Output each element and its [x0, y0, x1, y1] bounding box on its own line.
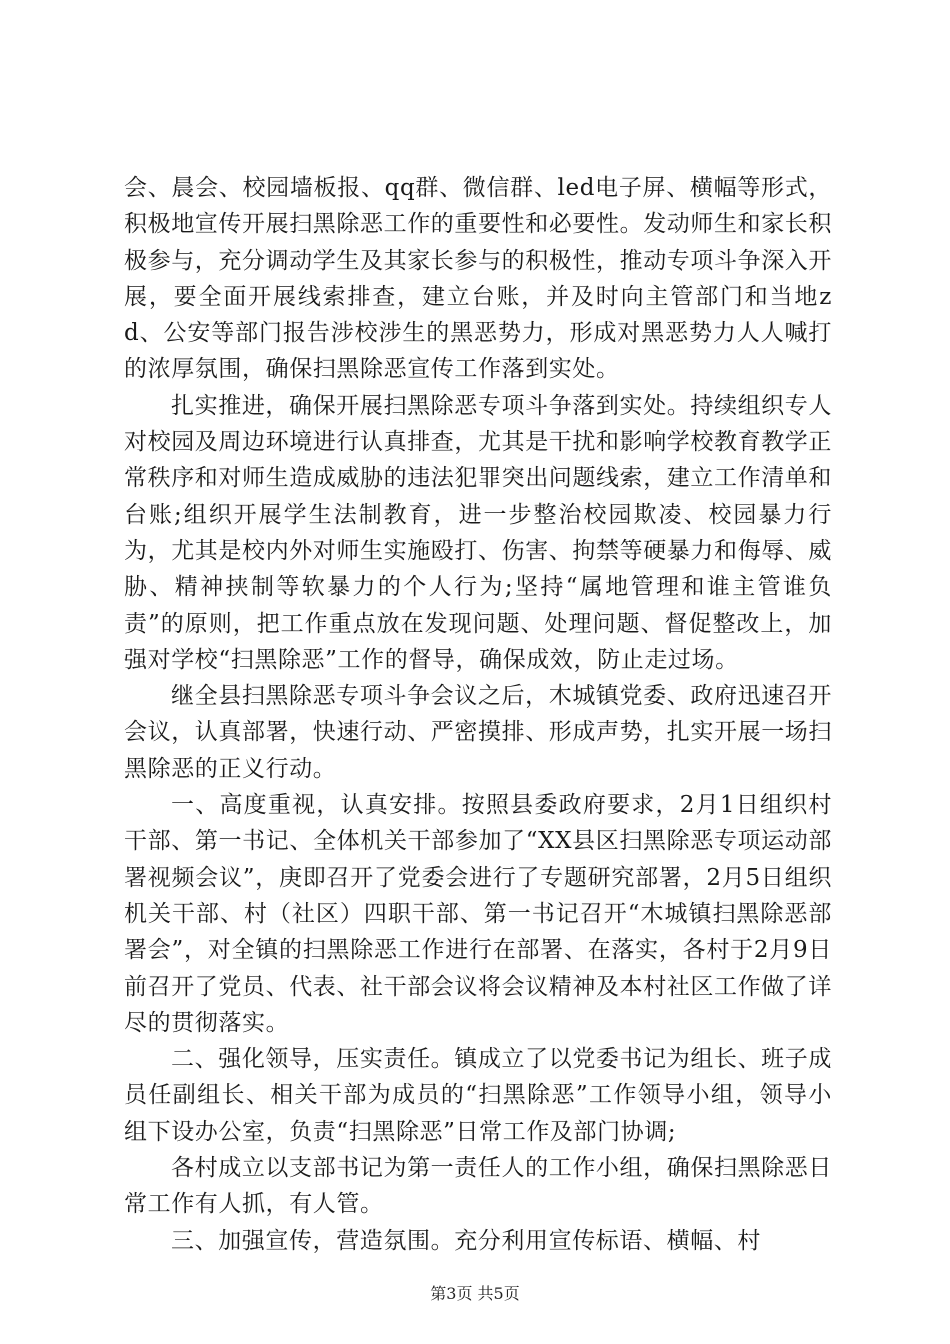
paragraph: 扎实推进，确保开展扫黑除恶专项斗争落到实处。持续组织专人对校园及周边环境进行认真排查，尤其是干扰和影响学校教育教学正常秩序和对师生造成威胁的违法犯罪突出问题线索，建立工作清单和台账;组织开展学生法制教育，进一步整治校园欺凌、校园暴力行为，尤其是校内外对师生实施殴打、伤害、拘禁等硬暴力和侮辱、威胁、精神挟制等软暴力的个人行为;坚持“属地管理和谁主管谁负责”的原则，把工作重点放在发现问题、处理问题、督促整改上，加强对学校“扫黑除恶”工作的督导，确保成效，防止走过场。: [124, 392, 832, 673]
paragraph: 三、加强宣传，营造氛围。充分利用宣传标语、横幅、村: [171, 1227, 761, 1254]
page-number-footer: 第3页 共5页: [430, 1284, 520, 1303]
paragraph: 一、高度重视，认真安排。按照县委政府要求，2月1日组织村干部、第一书记、全体机关干部参加了“XX县区扫黑除恶专项运动部署视频会议”，庚即召开了党委会进行了专题研究部署，2月5日组织机关干部、村（社区）四职干部、第一书记召开“木城镇扫黑除恶部署会”，对全镇的扫黑除恶工作进行在部署、在落实，各村于2月9日前召开了党员、代表、社干部会议将会议精神及本村社区工作做了详尽的贯彻落实。: [124, 792, 832, 1036]
paragraph: 二、强化领导，压实责任。镇成立了以党委书记为组长、班子成员任副组长、相关干部为成员的“扫黑除恶”工作领导小组，领导小组下设办公室，负责“扫黑除恶”日常工作及部门协调;: [124, 1046, 832, 1145]
paragraph: 各村成立以支部书记为第一责任人的工作小组，确保扫黑除恶日常工作有人抓，有人管。: [124, 1155, 832, 1218]
document-body: [124, 170, 832, 1259]
paragraph: 继全县扫黑除恶专项斗争会议之后，木城镇党委、政府迅速召开会议，认真部署，快速行动、严密摸排、形成声势，扎实开展一场扫黑除恶的正义行动。: [124, 683, 832, 782]
paragraph-continued: 会、晨会、校园墙板报、qq群、微信群、led电子屏、横幅等形式，积极地宣传开展扫黑除恶工作的重要性和必要性。发动师生和家长积极参与，充分调动学生及其家长参与的积极性，推动专项斗争深入开展，要全面开展线索排查，建立台账，并及时向主管部门和当地zd、公安等部门报告涉校涉生的黑恶势力，形成对黑恶势力人人喊打的浓厚氛围，确保扫黑除恶宣传工作落到实处。: [124, 175, 832, 383]
